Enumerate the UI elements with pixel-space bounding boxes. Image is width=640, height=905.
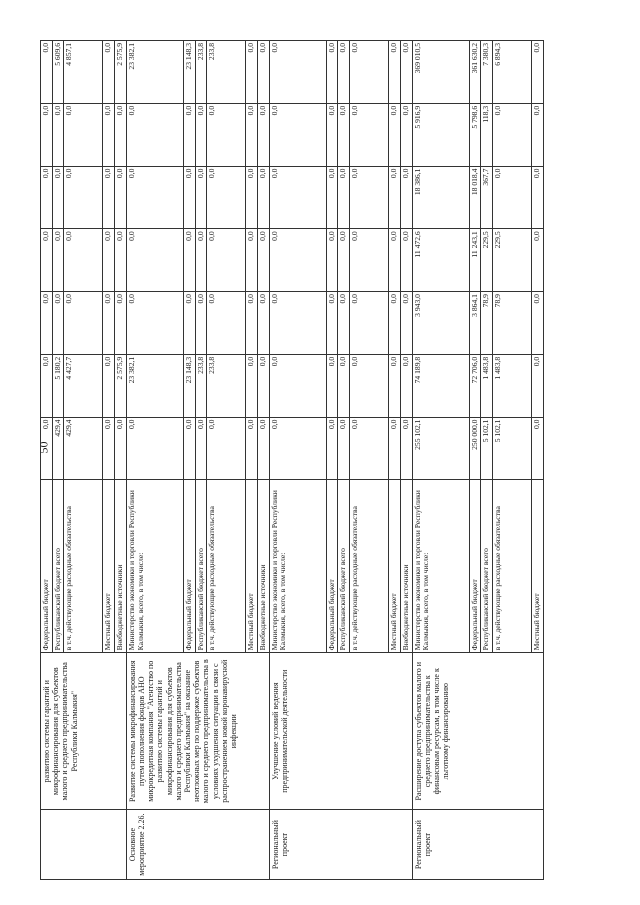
activity-title-cell: Развитие системы микрофинансирования путем пополнения фондов АНО микрокредитная компания "Агентство по развитию системы гарантий и микрофинансирования для субъектов малого и среднего предпринимательства Республики Калмыкия" на оказание неотложных мер по поддержке субъектов малого и среднего предпринимательства в условиях ухудшения ситуации в связи с распространением новой коронавирусной инфекции <box>126 653 269 810</box>
amount-cell: 0,0 <box>103 166 115 229</box>
amount-cell: 74 189,8 <box>412 354 469 417</box>
amount-cell: 0,0 <box>326 41 338 104</box>
amount-cell: 0,0 <box>350 103 389 166</box>
funding-source-cell: Местный бюджет <box>246 480 258 653</box>
amount-cell: 0,0 <box>258 41 270 104</box>
amount-cell: 0,0 <box>126 166 183 229</box>
amount-cell: 0,0 <box>338 103 350 166</box>
amount-cell: 0,0 <box>350 229 389 292</box>
amount-cell: 4 427,7 <box>64 354 103 417</box>
amount-cell: 0,0 <box>532 103 544 166</box>
amount-cell: 0,0 <box>52 229 64 292</box>
funding-source-cell: Федеральный бюджет <box>469 480 481 653</box>
amount-cell: 0,0 <box>338 292 350 355</box>
funding-source-cell: Федеральный бюджет <box>183 480 195 653</box>
amount-cell: 0,0 <box>532 229 544 292</box>
amount-cell: 18 386,1 <box>412 166 469 229</box>
amount-cell: 369 010,5 <box>412 41 469 104</box>
amount-cell: 0,0 <box>493 103 532 166</box>
amount-cell: 361 630,2 <box>469 41 481 104</box>
amount-cell: 0,0 <box>532 354 544 417</box>
amount-cell: 0,0 <box>269 292 326 355</box>
amount-cell: 0,0 <box>195 417 207 480</box>
amount-cell: 0,0 <box>207 229 246 292</box>
amount-cell: 0,0 <box>350 292 389 355</box>
amount-cell: 0,0 <box>103 229 115 292</box>
amount-cell: 11 472,6 <box>412 229 469 292</box>
amount-cell: 0,0 <box>246 417 258 480</box>
amount-cell: 23 148,3 <box>183 354 195 417</box>
amount-cell: 0,0 <box>389 417 401 480</box>
funding-source-cell: Республиканский бюджет всего <box>195 480 207 653</box>
funding-source-cell: Министерство экономики и торговли Республики Калмыкия, всего, в том числе: <box>412 480 469 653</box>
activity-title-cell: Улучшение условий ведения предпринимательской деятельности <box>269 653 412 810</box>
amount-cell: 0,0 <box>103 292 115 355</box>
amount-cell: 0,0 <box>400 229 412 292</box>
amount-cell: 0,0 <box>126 417 183 480</box>
amount-cell: 0,0 <box>126 229 183 292</box>
amount-cell: 0,0 <box>338 229 350 292</box>
amount-cell: 0,0 <box>326 166 338 229</box>
amount-cell: 78,9 <box>493 292 532 355</box>
page-number: 50 <box>36 441 51 454</box>
amount-cell: 0,0 <box>326 103 338 166</box>
amount-cell: 0,0 <box>326 417 338 480</box>
amount-cell: 0,0 <box>207 166 246 229</box>
amount-cell: 0,0 <box>400 292 412 355</box>
budget-table-body <box>41 41 544 880</box>
table-row <box>41 41 53 880</box>
amount-cell: 0,0 <box>64 292 103 355</box>
amount-cell: 1 483,8 <box>493 354 532 417</box>
amount-cell: 0,0 <box>389 166 401 229</box>
amount-cell: 2 575,9 <box>115 41 127 104</box>
amount-cell: 0,0 <box>41 229 53 292</box>
funding-source-cell: в т.ч. действующие расходные обязательства <box>64 480 103 653</box>
amount-cell: 0,0 <box>41 292 53 355</box>
amount-cell: 0,0 <box>269 229 326 292</box>
amount-cell: 0,0 <box>41 41 53 104</box>
amount-cell: 23 382,1 <box>126 41 183 104</box>
amount-cell: 0,0 <box>246 103 258 166</box>
amount-cell: 0,0 <box>338 354 350 417</box>
amount-cell: 0,0 <box>103 417 115 480</box>
amount-cell: 0,0 <box>103 354 115 417</box>
amount-cell: 0,0 <box>338 41 350 104</box>
amount-cell: 0,0 <box>338 166 350 229</box>
amount-cell: 0,0 <box>103 41 115 104</box>
funding-source-cell: Республиканский бюджет всего <box>481 480 493 653</box>
amount-cell: 0,0 <box>183 166 195 229</box>
amount-cell: 0,0 <box>207 103 246 166</box>
funding-source-cell: Республиканский бюджет всего <box>338 480 350 653</box>
amount-cell: 72 706,0 <box>469 354 481 417</box>
amount-cell: 0,0 <box>64 166 103 229</box>
amount-cell: 0,0 <box>269 41 326 104</box>
amount-cell: 0,0 <box>52 103 64 166</box>
amount-cell: 0,0 <box>246 166 258 229</box>
amount-cell: 0,0 <box>326 354 338 417</box>
amount-cell: 0,0 <box>246 354 258 417</box>
amount-cell: 0,0 <box>115 166 127 229</box>
amount-cell: 0,0 <box>532 417 544 480</box>
amount-cell: 0,0 <box>103 103 115 166</box>
activity-title-cell: Расширение доступа субъектов малого и среднего предпринимательства к финансовым ресурсам, в том числе к льготному финансированию <box>412 653 543 810</box>
amount-cell: 0,0 <box>493 166 532 229</box>
amount-cell: 0,0 <box>64 103 103 166</box>
funding-source-cell: Федеральный бюджет <box>41 480 53 653</box>
amount-cell: 255 102,1 <box>412 417 469 480</box>
amount-cell: 0,0 <box>326 292 338 355</box>
amount-cell: 233,8 <box>207 41 246 104</box>
program-cell: Основное мероприятие 2.26. <box>126 810 269 880</box>
amount-cell: 0,0 <box>389 292 401 355</box>
amount-cell: 250 000,0 <box>469 417 481 480</box>
amount-cell: 0,0 <box>115 229 127 292</box>
table-row <box>412 41 469 880</box>
funding-source-cell: Министерство экономики и торговли Республики Калмыкия, всего, в том числе: <box>269 480 326 653</box>
amount-cell: 0,0 <box>532 166 544 229</box>
amount-cell: 0,0 <box>195 292 207 355</box>
amount-cell: 0,0 <box>258 292 270 355</box>
amount-cell: 0,0 <box>258 103 270 166</box>
amount-cell: 0,0 <box>400 354 412 417</box>
amount-cell: 1 483,8 <box>481 354 493 417</box>
amount-cell: 233,8 <box>207 354 246 417</box>
amount-cell: 229,5 <box>493 229 532 292</box>
amount-cell: 7 380,3 <box>481 41 493 104</box>
amount-cell: 0,0 <box>400 166 412 229</box>
budget-table <box>40 40 544 880</box>
amount-cell: 0,0 <box>183 417 195 480</box>
program-cell <box>41 810 127 880</box>
amount-cell: 0,0 <box>350 166 389 229</box>
amount-cell: 3 864,1 <box>469 292 481 355</box>
amount-cell: 0,0 <box>389 103 401 166</box>
amount-cell: 0,0 <box>258 417 270 480</box>
funding-source-cell: Местный бюджет <box>532 480 544 653</box>
funding-source-cell: Внебюджетные источники <box>115 480 127 653</box>
amount-cell: 0,0 <box>246 229 258 292</box>
amount-cell: 11 243,1 <box>469 229 481 292</box>
funding-source-cell: Внебюджетные источники <box>400 480 412 653</box>
activity-title-cell: развитию системы гарантий и микрофинансирования для субъектов малого и среднего предпринимательства Республики Калмыкия" <box>41 653 127 810</box>
amount-cell: 3 943,0 <box>412 292 469 355</box>
amount-cell: 0,0 <box>532 292 544 355</box>
amount-cell: 0,0 <box>258 354 270 417</box>
amount-cell: 6 894,3 <box>493 41 532 104</box>
amount-cell: 0,0 <box>195 103 207 166</box>
amount-cell: 23 382,1 <box>126 354 183 417</box>
table-row <box>269 41 326 880</box>
amount-cell: 0,0 <box>52 292 64 355</box>
amount-cell: 0,0 <box>41 103 53 166</box>
amount-cell: 0,0 <box>52 166 64 229</box>
amount-cell: 367,7 <box>481 166 493 229</box>
program-cell: Региональный проект <box>412 810 543 880</box>
amount-cell: 0,0 <box>183 103 195 166</box>
amount-cell: 0,0 <box>389 41 401 104</box>
amount-cell: 0,0 <box>115 417 127 480</box>
amount-cell: 118,3 <box>481 103 493 166</box>
amount-cell: 4 857,1 <box>64 41 103 104</box>
amount-cell: 0,0 <box>115 103 127 166</box>
amount-cell: 2 575,9 <box>115 354 127 417</box>
funding-source-cell: Республиканский бюджет всего <box>52 480 64 653</box>
amount-cell: 23 148,3 <box>183 41 195 104</box>
funding-source-cell: Министерство экономики и торговли Республики Калмыкия, всего, в том числе: <box>126 480 183 653</box>
amount-cell: 0,0 <box>246 41 258 104</box>
budget-table-container <box>40 40 580 880</box>
amount-cell: 78,9 <box>481 292 493 355</box>
amount-cell: 0,0 <box>350 417 389 480</box>
amount-cell: 0,0 <box>389 229 401 292</box>
amount-cell: 0,0 <box>126 292 183 355</box>
amount-cell: 0,0 <box>41 166 53 229</box>
amount-cell: 0,0 <box>532 41 544 104</box>
amount-cell: 0,0 <box>269 417 326 480</box>
amount-cell: 0,0 <box>64 229 103 292</box>
amount-cell: 5 609,6 <box>52 41 64 104</box>
amount-cell: 0,0 <box>350 41 389 104</box>
amount-cell: 5 180,2 <box>52 354 64 417</box>
amount-cell: 0,0 <box>269 103 326 166</box>
amount-cell: 0,0 <box>258 229 270 292</box>
funding-source-cell: Внебюджетные источники <box>258 480 270 653</box>
funding-source-cell: в т.ч. действующие расходные обязательства <box>493 480 532 653</box>
amount-cell: 5 798,6 <box>469 103 481 166</box>
table-row <box>126 41 183 880</box>
funding-source-cell: Местный бюджет <box>389 480 401 653</box>
amount-cell: 0,0 <box>41 417 53 480</box>
funding-source-cell: в т.ч. действующие расходные обязательства <box>350 480 389 653</box>
amount-cell: 0,0 <box>41 354 53 417</box>
funding-source-cell: Местный бюджет <box>103 480 115 653</box>
amount-cell: 0,0 <box>246 292 258 355</box>
amount-cell: 0,0 <box>195 229 207 292</box>
amount-cell: 0,0 <box>400 103 412 166</box>
amount-cell: 0,0 <box>183 292 195 355</box>
amount-cell: 18 018,4 <box>469 166 481 229</box>
amount-cell: 229,5 <box>481 229 493 292</box>
funding-source-cell: в т.ч. действующие расходные обязательства <box>207 480 246 653</box>
amount-cell: 0,0 <box>258 166 270 229</box>
amount-cell: 233,8 <box>195 41 207 104</box>
amount-cell: 0,0 <box>115 292 127 355</box>
amount-cell: 5 102,1 <box>481 417 493 480</box>
amount-cell: 0,0 <box>269 354 326 417</box>
amount-cell: 233,8 <box>195 354 207 417</box>
amount-cell: 0,0 <box>195 166 207 229</box>
amount-cell: 0,0 <box>269 166 326 229</box>
amount-cell: 0,0 <box>350 354 389 417</box>
amount-cell: 429,4 <box>64 417 103 480</box>
amount-cell: 0,0 <box>207 417 246 480</box>
amount-cell: 0,0 <box>183 229 195 292</box>
amount-cell: 0,0 <box>400 41 412 104</box>
amount-cell: 0,0 <box>207 292 246 355</box>
program-cell: Региональный проект <box>269 810 412 880</box>
amount-cell: 5 102,1 <box>493 417 532 480</box>
amount-cell: 429,4 <box>52 417 64 480</box>
funding-source-cell: Федеральный бюджет <box>326 480 338 653</box>
amount-cell: 5 916,9 <box>412 103 469 166</box>
amount-cell: 0,0 <box>126 103 183 166</box>
amount-cell: 0,0 <box>326 229 338 292</box>
amount-cell: 0,0 <box>389 354 401 417</box>
amount-cell: 0,0 <box>400 417 412 480</box>
amount-cell: 0,0 <box>338 417 350 480</box>
